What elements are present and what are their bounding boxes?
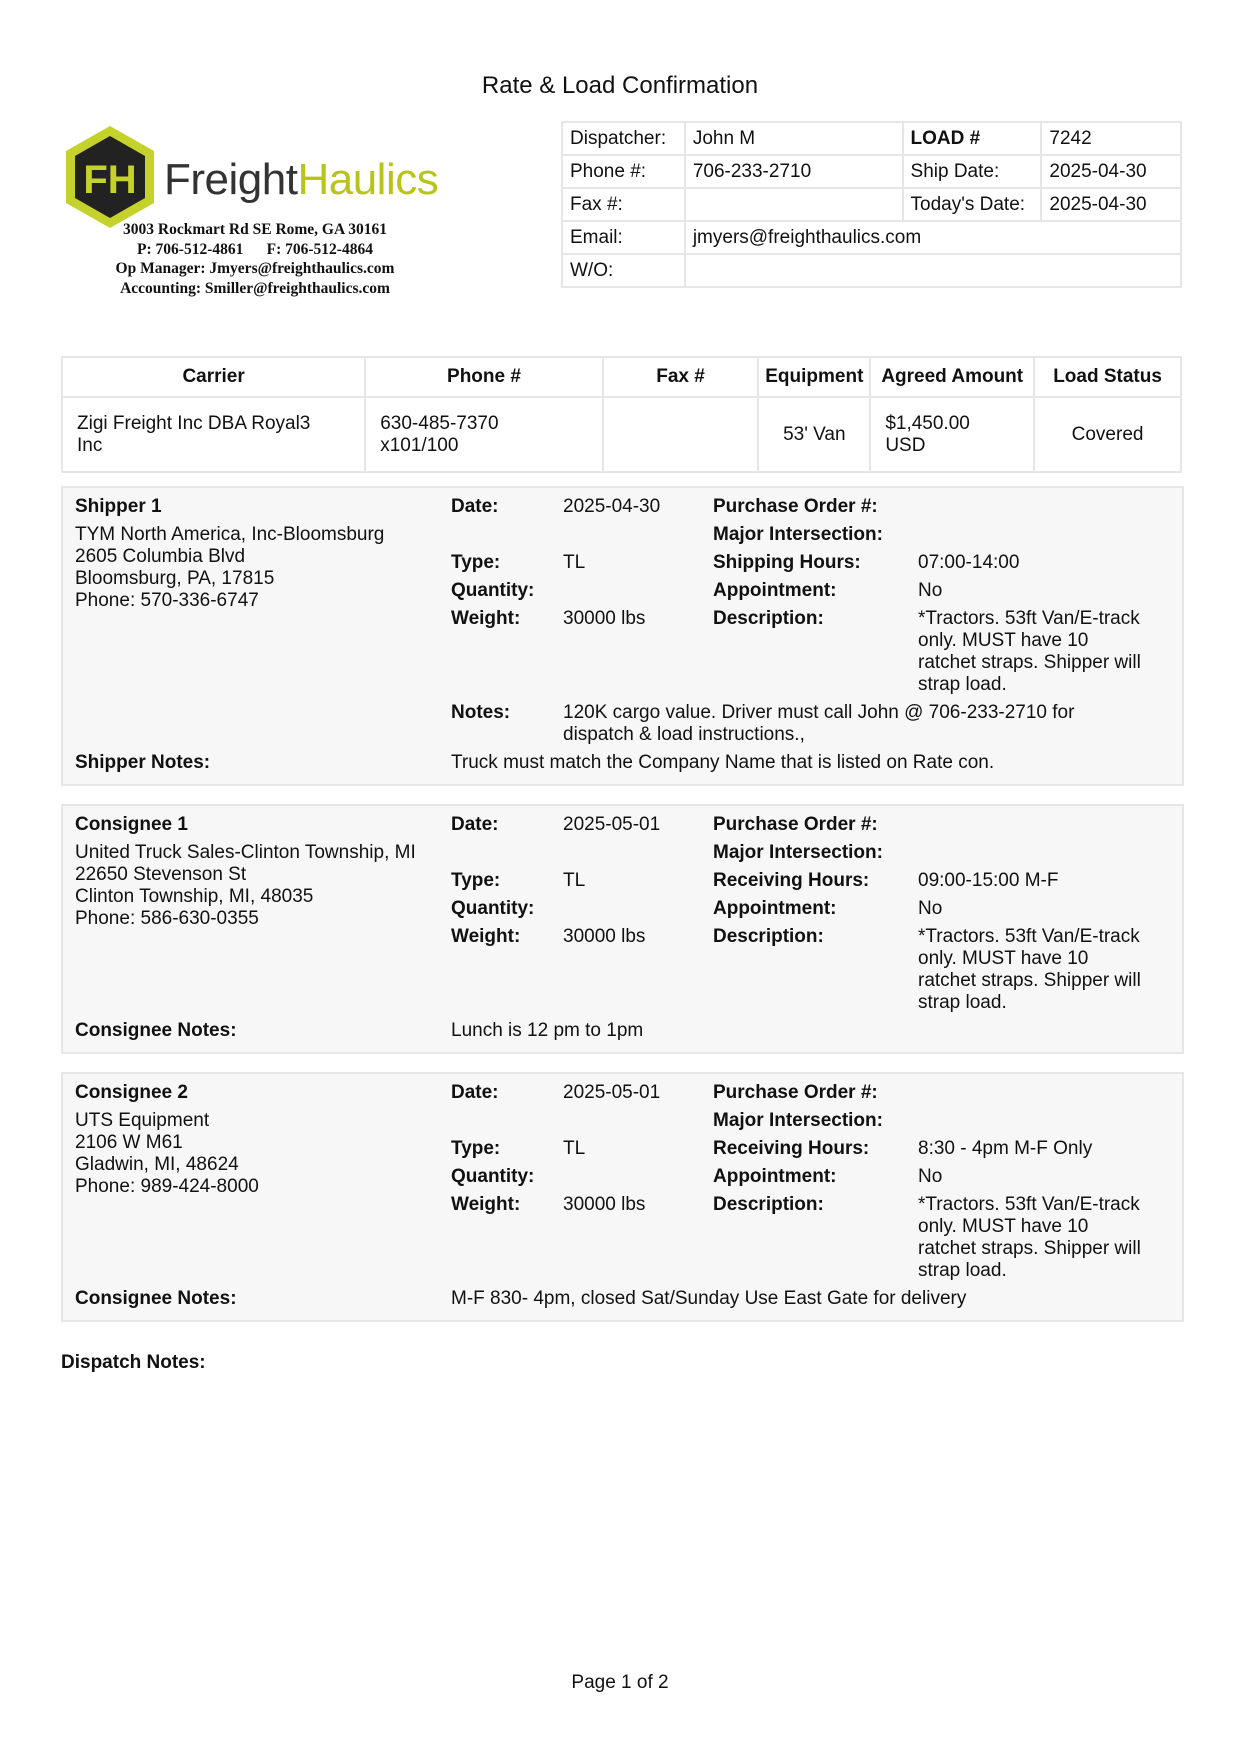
fax-label: Fax #: (562, 188, 685, 221)
stop-address (75, 842, 416, 930)
weight-value: 30000 lbs (563, 608, 646, 629)
hours-label: Receiving Hours: (713, 870, 870, 891)
carrier-phone-line1: 630-485-7370 (380, 412, 499, 434)
col-header-fax: Fax # (603, 357, 759, 397)
appointment-value: No (918, 898, 943, 919)
carrier-name-line1: Zigi Freight Inc DBA Royal3 (77, 412, 311, 434)
description-label: Description: (713, 608, 824, 629)
hours-value: 8:30 - 4pm M-F Only (918, 1138, 1093, 1159)
logo-wordmark (164, 155, 438, 205)
stop-notes-label: Consignee Notes: (75, 1020, 237, 1041)
notes-value (563, 702, 1074, 746)
stop-name: TYM North America, Inc-Bloomsburg (75, 524, 385, 545)
major-intersection-label: Major Intersection: (713, 524, 883, 545)
quantity-label: Quantity: (451, 1166, 535, 1187)
phone-label: Phone #: (562, 155, 685, 188)
major-intersection-label: Major Intersection: (713, 1110, 883, 1131)
dispatch-notes-label: Dispatch Notes: (61, 1352, 206, 1373)
stop-name: UTS Equipment (75, 1110, 210, 1131)
col-header-agreed-amount: Agreed Amount (870, 357, 1034, 397)
todays-date-label: Today's Date: (903, 188, 1042, 221)
fax-value (685, 188, 903, 221)
date-label: Date: (451, 496, 499, 517)
description-value (918, 608, 1141, 696)
logo-word-freight: Freight (164, 155, 298, 204)
appointment-value: No (918, 1166, 943, 1187)
date-label: Date: (451, 1082, 499, 1103)
hours-label: Shipping Hours: (713, 552, 861, 573)
appointment-label: Appointment: (713, 1166, 837, 1187)
carrier-name (62, 397, 365, 472)
notes-line: dispatch & load instructions., (563, 724, 805, 745)
quantity-label: Quantity: (451, 898, 535, 919)
document-title: Rate & Load Confirmation (481, 72, 759, 99)
company-phones: P: 706-512-4861 F: 706-512-4864 (137, 240, 373, 258)
carrier-name-line2: Inc (77, 434, 103, 456)
load-number-value: 7242 (1041, 122, 1181, 155)
stop-phone: Phone: 989-424-8000 (75, 1176, 259, 1197)
carrier-table (61, 356, 1182, 473)
major-intersection-label: Major Intersection: (713, 842, 883, 863)
page-number: Page 1 of 2 (571, 1672, 669, 1693)
ship-date-value: 2025-04-30 (1041, 155, 1181, 188)
description-line: *Tractors. 53ft Van/E-track (918, 926, 1140, 947)
carrier-phone-line2: x101/100 (380, 434, 459, 456)
ship-date-label: Ship Date: (903, 155, 1042, 188)
po-label: Purchase Order #: (713, 1082, 878, 1103)
amount-line2: USD (885, 434, 926, 456)
stop-notes-value: Lunch is 12 pm to 1pm (451, 1020, 644, 1041)
logo-mark-letters: FH (83, 158, 137, 202)
description-line: strap load. (918, 992, 1007, 1013)
description-line: ratchet straps. Shipper will (918, 970, 1141, 991)
stop-street: 2605 Columbia Blvd (75, 546, 246, 567)
email-value: jmyers@freighthaulics.com (685, 221, 1181, 254)
stop-name: United Truck Sales-Clinton Township, MI (75, 842, 416, 863)
stop-street: 22650 Stevenson St (75, 864, 247, 885)
stop-notes-value: Truck must match the Company Name that is listed on Rate con. (451, 752, 995, 773)
quantity-label: Quantity: (451, 580, 535, 601)
stop-title: Consignee 1 (75, 814, 188, 835)
type-value: TL (563, 1138, 586, 1159)
weight-label: Weight: (451, 926, 521, 947)
stop-phone: Phone: 586-630-0355 (75, 908, 259, 929)
date-value: 2025-04-30 (563, 496, 661, 517)
carrier-load-status: Covered (1034, 397, 1181, 472)
type-value: TL (563, 870, 586, 891)
weight-label: Weight: (451, 608, 521, 629)
shipper-1-section (61, 486, 1184, 786)
description-line: only. MUST have 10 (918, 1216, 1089, 1237)
appointment-value: No (918, 580, 943, 601)
weight-value: 30000 lbs (563, 1194, 646, 1215)
description-line: only. MUST have 10 (918, 630, 1089, 651)
hours-value: 09:00-15:00 M-F (918, 870, 1059, 891)
carrier-agreed-amount (870, 397, 1034, 472)
description-line: only. MUST have 10 (918, 948, 1089, 969)
todays-date-value: 2025-04-30 (1041, 188, 1181, 221)
weight-label: Weight: (451, 1194, 521, 1215)
description-label: Description: (713, 1194, 824, 1215)
date-value: 2025-05-01 (563, 814, 661, 835)
stop-address (75, 524, 384, 612)
dispatcher-value: John M (685, 122, 903, 155)
email-label: Email: (562, 221, 685, 254)
consignee-1-section (61, 804, 1184, 1054)
stop-notes-label: Consignee Notes: (75, 1288, 237, 1309)
type-label: Type: (451, 1138, 501, 1159)
weight-value: 30000 lbs (563, 926, 646, 947)
description-line: ratchet straps. Shipper will (918, 652, 1141, 673)
dispatch-info-table (561, 121, 1182, 288)
logo-word-haulics: Haulics (297, 155, 439, 204)
stop-city: Bloomsburg, PA, 17815 (75, 568, 275, 589)
stop-phone: Phone: 570-336-6747 (75, 590, 259, 611)
carrier-equipment: 53' Van (758, 397, 870, 472)
carrier-fax (603, 397, 759, 472)
col-header-carrier: Carrier (62, 357, 365, 397)
load-number-label: LOAD # (903, 122, 1042, 155)
company-logo (60, 122, 450, 232)
phone-value: 706-233-2710 (685, 155, 903, 188)
table-row (62, 397, 1181, 472)
description-line: ratchet straps. Shipper will (918, 1238, 1141, 1259)
date-label: Date: (451, 814, 499, 835)
company-accounting: Accounting: Smiller@freighthaulics.com (120, 279, 390, 297)
col-header-load-status: Load Status (1034, 357, 1181, 397)
appointment-label: Appointment: (713, 898, 837, 919)
po-label: Purchase Order #: (713, 814, 878, 835)
wo-label: W/O: (562, 254, 685, 287)
hours-value: 07:00-14:00 (918, 552, 1020, 573)
po-label: Purchase Order #: (713, 496, 878, 517)
freighthaulics-logo-mark-icon (60, 122, 160, 232)
hours-label: Receiving Hours: (713, 1138, 870, 1159)
carrier-table-header-row (62, 357, 1181, 397)
description-value (918, 1194, 1141, 1282)
stop-street: 2106 W M61 (75, 1132, 183, 1153)
dispatcher-label: Dispatcher: (562, 122, 685, 155)
stop-notes-label: Shipper Notes: (75, 752, 211, 773)
company-address-block (60, 220, 450, 298)
company-op-manager: Op Manager: Jmyers@freighthaulics.com (115, 260, 395, 277)
notes-line: 120K cargo value. Driver must call John @ 706-233-2710 for (563, 702, 1075, 723)
col-header-phone: Phone # (365, 357, 603, 397)
description-line: *Tractors. 53ft Van/E-track (918, 608, 1140, 629)
stop-title: Shipper 1 (75, 496, 162, 517)
description-line: *Tractors. 53ft Van/E-track (918, 1194, 1140, 1215)
notes-label: Notes: (451, 702, 511, 723)
amount-line1: $1,450.00 (885, 412, 970, 434)
date-value: 2025-05-01 (563, 1082, 661, 1103)
type-label: Type: (451, 870, 501, 891)
description-line: strap load. (918, 1260, 1007, 1281)
col-header-equipment: Equipment (758, 357, 870, 397)
stop-address (75, 1110, 259, 1198)
company-address: 3003 Rockmart Rd SE Rome, GA 30161 (123, 221, 387, 238)
stop-city: Gladwin, MI, 48624 (75, 1154, 239, 1175)
stop-city: Clinton Township, MI, 48035 (75, 886, 314, 907)
description-line: strap load. (918, 674, 1007, 695)
carrier-phone (365, 397, 603, 472)
consignee-2-section (61, 1072, 1184, 1322)
wo-value (685, 254, 1181, 287)
description-value (918, 926, 1141, 1014)
description-label: Description: (713, 926, 824, 947)
stop-title: Consignee 2 (75, 1082, 188, 1103)
type-label: Type: (451, 552, 501, 573)
appointment-label: Appointment: (713, 580, 837, 601)
type-value: TL (563, 552, 586, 573)
stop-notes-value: M-F 830- 4pm, closed Sat/Sunday Use East Gate for delivery (451, 1288, 967, 1309)
